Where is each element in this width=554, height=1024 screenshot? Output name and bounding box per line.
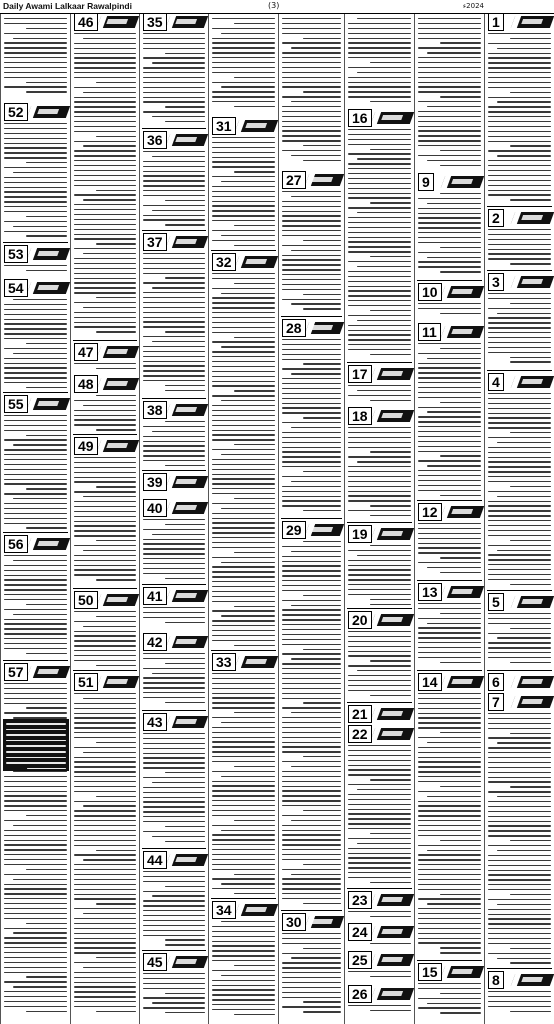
text-block (143, 253, 205, 399)
text-block (212, 673, 275, 899)
notice-banner (371, 368, 414, 380)
text-block (4, 265, 67, 277)
text-block (488, 613, 551, 671)
notice-heading (417, 674, 482, 690)
notice-banner (27, 398, 70, 410)
notice-heading (347, 408, 412, 424)
notice-banner (371, 410, 414, 422)
notice-banner (511, 16, 554, 28)
notice-number: 5 (488, 593, 504, 611)
notice-banner (511, 676, 554, 688)
notice-number: 34 (212, 901, 236, 919)
text-block (4, 299, 67, 393)
notice-number: 37 (143, 233, 167, 251)
notice-heading (417, 964, 482, 980)
notice-banner (166, 236, 208, 248)
notice-heading (347, 366, 412, 382)
notice-number: 32 (212, 253, 236, 271)
column-6 (139, 14, 208, 1024)
notice-number: 49 (74, 437, 98, 455)
notice-number: 47 (74, 343, 98, 361)
text-block (348, 18, 411, 107)
notice-heading (73, 376, 137, 392)
text-block (488, 293, 551, 371)
notice-heading (73, 14, 137, 30)
notice-number: 6 (488, 673, 504, 691)
notice-heading (142, 14, 206, 30)
text-block (143, 421, 205, 471)
notice-banner (166, 590, 208, 602)
notice-number: 18 (348, 407, 372, 425)
text-block (212, 18, 275, 115)
notice-number: 54 (4, 279, 28, 297)
notice-sheet (0, 14, 554, 1024)
column-4 (278, 14, 344, 1024)
notice-banner (166, 476, 208, 488)
notice-number: 42 (143, 633, 167, 651)
notice-heading (73, 674, 137, 690)
notice-banner (235, 256, 278, 268)
notice-banner (441, 966, 484, 978)
notice-banner (305, 322, 344, 334)
notice-heading (347, 986, 412, 1002)
text-block (74, 611, 136, 671)
notice-number: 11 (418, 323, 441, 341)
text-block (418, 303, 481, 321)
notice-banner (166, 716, 208, 728)
text-block (418, 603, 481, 671)
notice-banner (371, 954, 414, 966)
masthead: Daily Awami Lalkaar Rawalpindi (3, 1, 132, 11)
notice-banner (441, 286, 484, 298)
notice-banner (511, 596, 554, 608)
notice-banner (305, 174, 344, 186)
notice-number: 30 (282, 913, 306, 931)
column-2 (414, 14, 484, 1024)
notice-heading (347, 726, 412, 742)
text-block (4, 18, 67, 101)
notice-banner (511, 376, 554, 388)
column-7 (70, 14, 139, 1024)
text-block (4, 555, 67, 661)
text-block (143, 733, 205, 849)
text-block (418, 693, 481, 961)
notice-heading (487, 594, 552, 610)
notice-number: 35 (143, 13, 167, 31)
notice-heading (417, 324, 482, 340)
notice-banner (235, 656, 278, 668)
notice-banner (441, 586, 484, 598)
text-block (4, 123, 67, 243)
notice-banner (97, 378, 139, 390)
notice-heading (347, 110, 412, 126)
notice-number: 36 (143, 131, 167, 149)
notice-banner (305, 524, 344, 536)
notice-banner (441, 176, 484, 188)
notice-banner (441, 326, 484, 338)
notice-banner (166, 636, 208, 648)
advertisement-box (3, 719, 69, 771)
text-block (143, 33, 205, 129)
notice-banner (371, 728, 414, 740)
notice-banner (97, 594, 139, 606)
column-8 (0, 14, 70, 1024)
notice-number: 13 (418, 583, 442, 601)
notice-heading (417, 504, 482, 520)
notice-banner (371, 926, 414, 938)
text-block (74, 363, 136, 373)
notice-banner (97, 676, 139, 688)
text-block (348, 911, 411, 921)
notice-number: 33 (212, 653, 236, 671)
text-block (6, 723, 66, 769)
notice-number: 55 (4, 395, 28, 413)
notice-heading (211, 654, 276, 670)
notice-number: 14 (418, 673, 442, 691)
notice-number: 8 (488, 971, 504, 989)
notice-number: 27 (282, 171, 306, 189)
notice-number: 48 (74, 375, 98, 393)
text-block (348, 385, 411, 405)
text-block (348, 427, 411, 523)
notice-heading (142, 234, 206, 250)
notice-number: 15 (418, 963, 442, 981)
notice-heading (142, 474, 206, 490)
text-block (143, 871, 205, 951)
notice-heading (3, 396, 68, 412)
notice-number: 19 (348, 525, 372, 543)
text-block (418, 983, 481, 1019)
text-block (143, 973, 205, 1019)
notice-banner (371, 614, 414, 626)
text-block (488, 33, 551, 207)
notice-banner (305, 916, 344, 928)
text-block (348, 129, 411, 363)
notice-number: 45 (143, 953, 167, 971)
text-block (282, 541, 341, 911)
notice-heading (142, 132, 206, 148)
text-block (212, 137, 275, 251)
notice-number: 38 (143, 401, 167, 419)
notice-banner (166, 502, 208, 514)
text-block (212, 921, 275, 1019)
notice-number: 10 (418, 283, 442, 301)
text-block (348, 745, 411, 889)
notice-banner (371, 988, 414, 1000)
notice-number: 23 (348, 891, 372, 909)
notice-banner (511, 212, 554, 224)
page-number: (3) (268, 1, 280, 10)
notice-heading (487, 694, 552, 710)
notice-banner (235, 904, 278, 916)
page-header (0, 0, 554, 14)
notice-heading (211, 902, 276, 918)
notice-banner (27, 106, 70, 118)
text-block (488, 713, 551, 969)
date-line: 2024ء (462, 2, 484, 10)
notice-heading (347, 892, 412, 908)
notice-heading (347, 924, 412, 940)
notice-heading (3, 536, 68, 552)
text-block (348, 971, 411, 983)
notice-number: 41 (143, 587, 167, 605)
text-block (348, 1005, 411, 1019)
notice-heading (211, 254, 276, 270)
notice-number: 26 (348, 985, 372, 1003)
text-block (348, 631, 411, 703)
notice-heading (281, 172, 342, 188)
notice-number: 40 (143, 499, 167, 517)
notice-banner (27, 248, 70, 260)
notice-heading (142, 500, 206, 516)
notice-heading (347, 706, 412, 722)
text-block (143, 151, 205, 231)
notice-heading (211, 118, 276, 134)
notice-number: 51 (74, 673, 98, 691)
text-block (418, 343, 481, 501)
notice-banner (97, 16, 139, 28)
notice-heading (281, 522, 342, 538)
notice-number: 16 (348, 109, 372, 127)
notice-heading (142, 954, 206, 970)
notice-banner (235, 120, 278, 132)
notice-heading (417, 174, 482, 190)
text-block (282, 18, 341, 169)
notice-number: 12 (418, 503, 442, 521)
text-block (418, 523, 481, 581)
column-5 (208, 14, 278, 1024)
notice-banner (441, 506, 484, 518)
notice-banner (511, 696, 554, 708)
notice-heading (417, 584, 482, 600)
text-block (488, 991, 551, 1019)
notice-number: 3 (488, 273, 504, 291)
notice-heading (73, 438, 137, 454)
notice-heading (281, 914, 342, 930)
notice-banner (97, 440, 139, 452)
notice-heading (487, 210, 552, 226)
text-block (143, 519, 205, 585)
text-block (488, 393, 551, 591)
notice-number: 31 (212, 117, 236, 135)
notice-heading (3, 246, 68, 262)
notice-banner (371, 708, 414, 720)
text-block (418, 18, 481, 171)
notice-number: 39 (143, 473, 167, 491)
notice-number: 2 (488, 209, 504, 227)
notice-heading (347, 952, 412, 968)
notice-heading (142, 402, 206, 418)
notice-heading (3, 664, 68, 680)
text-block (282, 191, 341, 317)
text-block (348, 943, 411, 949)
notice-heading (73, 344, 137, 360)
notice-number: 17 (348, 365, 372, 383)
notice-number: 25 (348, 951, 372, 969)
notice-heading (281, 320, 342, 336)
notice-number: 4 (488, 373, 504, 391)
notice-banner (511, 276, 554, 288)
notice-heading (142, 634, 206, 650)
notice-number: 44 (143, 851, 167, 869)
notice-heading (3, 104, 68, 120)
notice-heading (487, 274, 552, 290)
text-block (282, 339, 341, 519)
notice-banner (27, 282, 70, 294)
notice-heading (347, 526, 412, 542)
notice-number: 46 (74, 13, 98, 31)
text-block (74, 395, 136, 435)
notice-number: 56 (4, 535, 28, 553)
notice-banner (166, 134, 208, 146)
text-block (282, 933, 341, 1019)
notice-number: 1 (488, 13, 504, 31)
notice-number: 43 (143, 713, 167, 731)
notice-banner (166, 16, 208, 28)
notice-heading (142, 714, 206, 730)
text-block (74, 33, 136, 341)
text-block (488, 229, 551, 271)
notice-number: 50 (74, 591, 98, 609)
notice-heading (3, 280, 68, 296)
text-block (143, 653, 205, 711)
notice-banner (371, 894, 414, 906)
notice-number: 21 (348, 705, 372, 723)
notice-banner (27, 538, 70, 550)
notice-number: 53 (4, 245, 28, 263)
notice-heading (487, 674, 552, 690)
notice-banner (371, 112, 414, 124)
notice-number: 28 (282, 319, 306, 337)
notice-heading (142, 588, 206, 604)
notice-banner (441, 676, 484, 688)
notice-number: 57 (4, 663, 28, 681)
column-1 (484, 14, 554, 1024)
text-block (212, 273, 275, 651)
text-block (143, 607, 205, 631)
notice-heading (347, 612, 412, 628)
notice-number: 52 (4, 103, 28, 121)
notice-number: 9 (418, 173, 434, 191)
notice-banner (371, 528, 414, 540)
notice-banner (27, 666, 70, 678)
notice-number: 7 (488, 693, 504, 711)
notice-banner (511, 974, 554, 986)
notice-banner (166, 404, 208, 416)
notice-heading (487, 14, 552, 30)
text-block (74, 457, 136, 589)
notice-heading (142, 852, 206, 868)
notice-heading (487, 374, 552, 390)
notice-number: 29 (282, 521, 306, 539)
text-block (74, 693, 136, 1019)
notice-number: 20 (348, 611, 372, 629)
notice-banner (97, 346, 139, 358)
text-block (4, 415, 67, 533)
notice-heading (487, 972, 552, 988)
text-block (418, 193, 481, 281)
text-block (348, 545, 411, 609)
notice-number: 24 (348, 923, 372, 941)
notice-heading (73, 592, 137, 608)
notice-banner (166, 854, 208, 866)
notice-heading (417, 284, 482, 300)
column-3 (344, 14, 414, 1024)
notice-banner (166, 956, 208, 968)
notice-number: 22 (348, 725, 372, 743)
